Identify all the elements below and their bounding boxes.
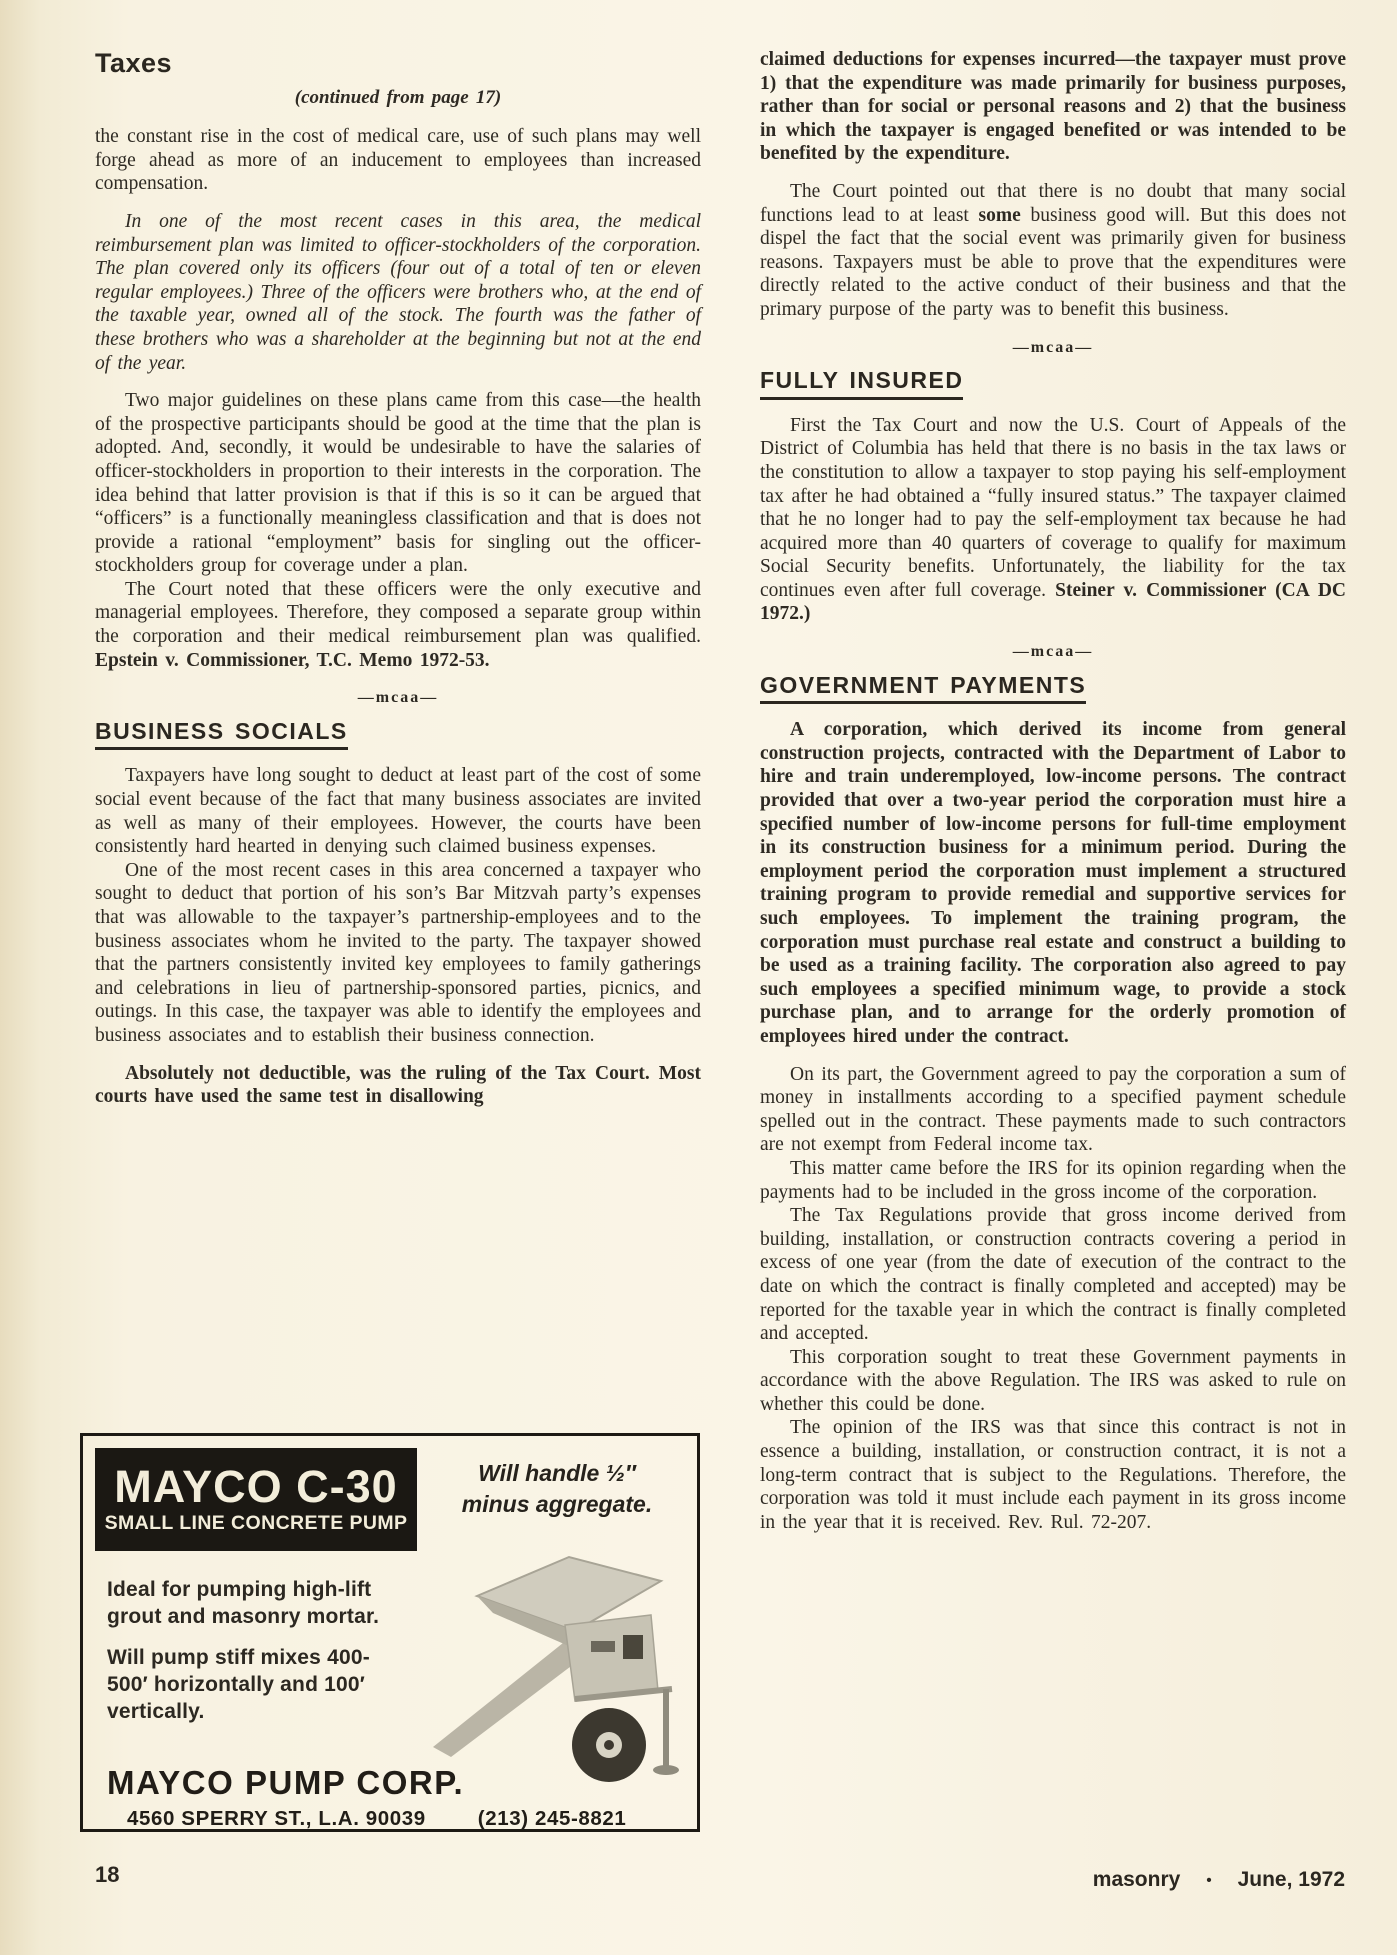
ad-tagline-line1: Will handle ½″ (478, 1460, 636, 1486)
section-heading-business-socials: BUSINESS SOCIALS (95, 720, 348, 751)
footer (1093, 1868, 1345, 1892)
ad-product-banner (95, 1448, 417, 1551)
paragraph-text: First the Tax Court and now the U.S. Court of Appeals of the District of Columbia has held that there is no basis in the tax laws or the constitution to allow a taxpayer to stop paying his self-employment tax after he had obtained a “fully insured status.” The taxpayer claimed that he no longer had to pay the self-employment tax because he had acquired more than 40 quarters of coverage to qualify for maximum Social Security benefits. Unfortunately, the liability for the tax continues even after full coverage. (760, 414, 1346, 601)
left-column (95, 48, 701, 1109)
paragraph: A corporation, which derived its income from general construction projects, contracted with the Department of Labor to hire and train underemployed, low-income persons. The contract provided that over a two-year period the corporation must hire a specified number of low-income persons for full-time employment in its construction business for a minimum period. During the employment period the corporation must implement a structured training program to provide remedial and supportive services for such employees. To implement the training program, the corporation must purchase real estate and construct a building to be used as a training facility. The corporation also agreed to pay such employees a specified minimum wage, to provide a stock purchase plan, and to arrange for the orderly promotion of employees hired under the contract. (760, 719, 1346, 1047)
article-title: Taxes (95, 48, 173, 78)
paragraph: The opinion of the IRS was that since this contract is not in essence a building, installation, or construction contract, it is not a long-term contract that is subject to the Regulations. Therefore, the corporation was told it must include each payment in its gross income in the year that it is received. Rev. Rul. 72-207. (760, 1417, 1346, 1533)
concrete-pump-illustration (425, 1539, 693, 1801)
paragraph: This matter came before the IRS for its opinion regarding when the payments had to be included in the gross income of the corporation. (760, 1157, 1346, 1203)
paragraph (760, 180, 1346, 322)
paragraph: Absolutely not deductible, was the ruling of the Tax Court. Most courts have used the same test in disallowing (95, 1062, 701, 1108)
ad-contact-row (127, 1807, 687, 1831)
section-divider: —mcaa— (1012, 338, 1094, 356)
paragraph (760, 414, 1346, 626)
ad-feature: Will pump stiff mixes 400-500′ horizontally and 100′ vertically. (107, 1646, 370, 1723)
ad-tagline-line2: minus aggregate. (461, 1491, 653, 1517)
case-citation: Steiner v. Commissioner (CA DC 1972.) (760, 579, 1347, 625)
paragraph: The Tax Regulations provide that gross income derived from building, installation, or construction contracts covering a period in excess of one year (from the date of execution of the contract to the date on which the contract is finally completed and accepted) may be reported for the taxable year in which the contract is finally completed and accepted. (760, 1205, 1346, 1345)
ad-product-subtitle: SMALL LINE CONCRETE PUMP (104, 1512, 408, 1534)
case-citation: Epstein v. Commissioner, T.C. Memo 1972-53. (95, 649, 490, 671)
ad-address: 4560 SPERRY ST., L.A. 90039 (127, 1807, 426, 1830)
paragraph-text: The Court noted that these officers were the only executive and managerial employees. Therefore, they composed a separate group within the corporation and their medical reimbursement plan was qualified. (95, 578, 701, 648)
paragraph: Two major guidelines on these plans came from this case—the health of the prospective participants should be good at the time that the plan is adopted. And, secondly, it would be undesirable to have the salaries of officer-stockholders in proportion to their interests in the corporation. The idea behind that latter provision is that if this is so it can be argued that “officers” is a functionally meaningless classification and that is does not provide a rational “employment” basis for singling out the officer-stockholders group for coverage under a plan. (95, 390, 701, 577)
paragraph: Taxpayers have long sought to deduct at least part of the cost of some social event because of the fact that many business associates are invited as well as many of their employees. However, the courts have been consistently hard hearted in denying such claimed business expenses. (95, 765, 701, 858)
paragraph: claimed deductions for expenses incurred—the taxpayer must prove 1) that the expenditure was made primarily for business purposes, rather than for social or personal reasons and 2) that the business in which the taxpayer is engaged benefited or was intended to be benefited by the expenditure. (760, 49, 1346, 165)
ad-product-name: MAYCO C-30 (114, 1461, 398, 1512)
footer-issue-date: June, 1972 (1237, 1868, 1345, 1891)
mayco-ad (80, 1433, 700, 1832)
footer-separator-dot: • (1206, 1871, 1212, 1889)
page-number: 18 (95, 1862, 120, 1887)
ad-phone: (213) 245-8821 (477, 1807, 627, 1830)
footer-magazine-name: masonry (1092, 1868, 1181, 1891)
ad-tagline (428, 1458, 686, 1520)
paragraph (95, 578, 701, 672)
right-column (760, 48, 1346, 1534)
section-divider: —mcaa— (1012, 643, 1094, 661)
paragraph: One of the most recent cases in this area concerned a taxpayer who sought to deduct that portion of his son’s Bar Mitzvah party’s expenses that was allowable to the taxpayer’s partnership-employees and to the business associates whom he invited to the party. The taxpayer showed that the partners consistently invited key employees to family gatherings and celebrations in lieu of partnership-sponsored parties, picnics, and outings. In this case, the taxpayer was able to identify the employees and business associates and to establish their business connection. (95, 859, 701, 1046)
ad-feature: Ideal for pumping high-lift grout and masonry mortar. (107, 1578, 380, 1628)
continued-from-note: (continued from page 17) (294, 86, 502, 108)
paragraph-text: business good will. But this does not dispel the fact that the social event was primarily given for business reasons. Taxpayers must be able to prove that the expenditures were directly related to the active conduct of their business and that the primary purpose of the party was to benefit this business. (760, 204, 1346, 320)
ad-feature-list (107, 1576, 409, 1739)
ad-company-name: MAYCO PUMP CORP. (107, 1764, 465, 1801)
paragraph: On its part, the Government agreed to pay the corporation a sum of money in installments according to a specified payment schedule spelled out in the contract. These payments made to such contractors are not exempt from Federal income tax. (760, 1063, 1346, 1156)
section-heading-government-payments: GOVERNMENT PAYMENTS (760, 674, 1086, 705)
emphasized-word: some (978, 204, 1021, 226)
paragraph: In one of the most recent cases in this area, the medical reimbursement plan was limited to officer-stockholders of the corporation. The plan covered only its officers (four out of a total of ten or eleven regular employees.) Three of the officers were brothers who, at the end of the taxable year, owned all of the stock. The fourth was the father of these brothers who was a shareholder at the beginning but not at the end of the year. (95, 210, 701, 374)
section-heading-fully-insured: FULLY INSURED (760, 369, 963, 400)
paragraph: This corporation sought to treat these Government payments in accordance with the above Regulation. The IRS was asked to rule on whether this could be done. (760, 1346, 1346, 1415)
section-divider: —mcaa— (357, 689, 439, 707)
paragraph: the constant rise in the cost of medical care, use of such plans may well forge ahead as more of an inducement to employees than increased compensation. (95, 126, 701, 195)
paragraph-text: The Court pointed out that there is no doubt that many social functions lead to at least (760, 180, 1346, 226)
